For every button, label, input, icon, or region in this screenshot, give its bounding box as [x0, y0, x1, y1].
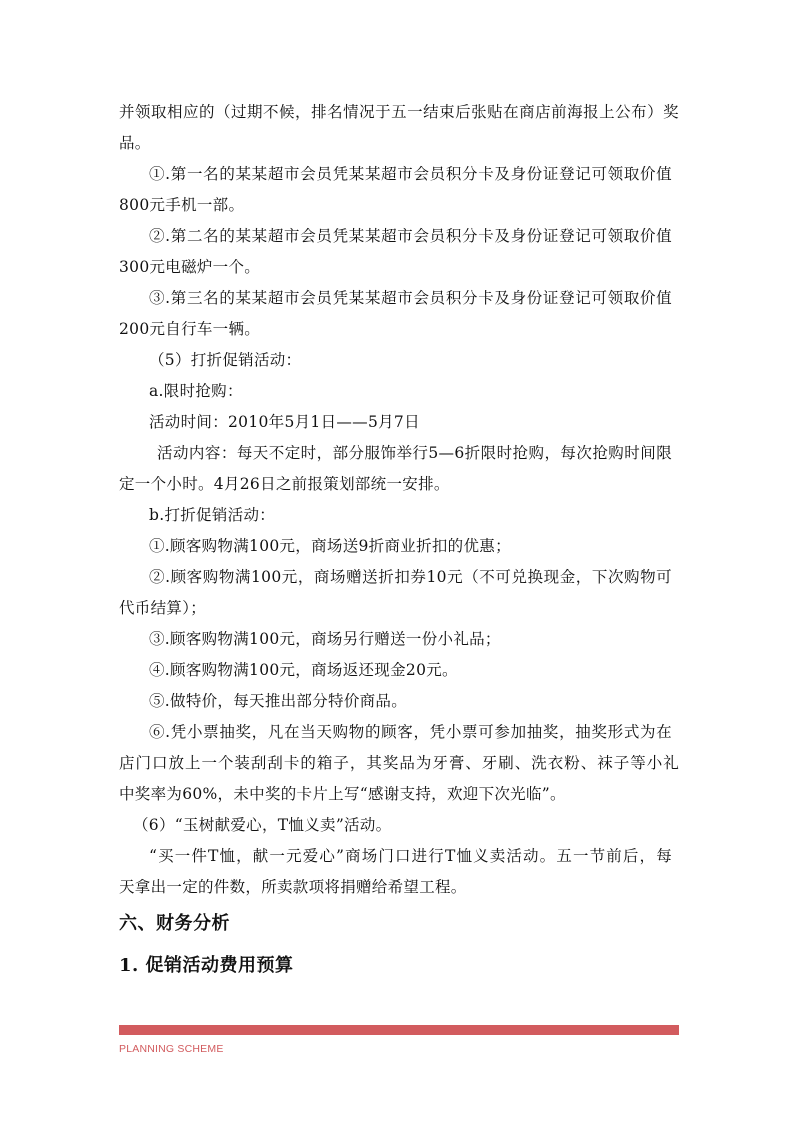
discount-item-3: ③.顾客购物满100元，商场另行赠送一份小礼品； [149, 630, 501, 648]
paragraph-line: 天拿出一定的件数，所卖款项将捐赠给希望工程。 [119, 878, 467, 896]
paragraph-line: 300元电磁炉一个。 [119, 258, 261, 276]
discount-item-1: ①.顾客购物满100元，商场送9折商业折扣的优惠； [149, 537, 511, 555]
paragraph-line: 品。 [119, 134, 151, 152]
charity-content: “买一件T恤，献一元爱心”商场门口进行T恤义卖活动。五一节前后，每 [149, 847, 672, 865]
paragraph-line: 并领取相应的（过期不候，排名情况于五一结束后张贴在商店前海报上公布）奖 [119, 103, 679, 121]
discount-item-2: ②.顾客购物满100元，商场赠送折扣券10元（不可兑换现金，下次购物可 [149, 568, 672, 586]
discount-item-6: ⑥.凭小票抽奖，凡在当天购物的顾客，凭小票可参加抽奖，抽奖形式为在 [149, 723, 672, 741]
subsection-heading: 1. 促销活动费用预算 [119, 955, 294, 976]
paragraph-line: 中奖率为60%，未中奖的卡片上写“感谢支持，欢迎下次光临”。 [119, 785, 566, 803]
prize-item-1: ①.第一名的某某超市会员凭某某超市会员积分卡及身份证登记可领取价值 [149, 165, 672, 183]
subsection-title: （6）“玉树献爱心，T恤义卖”活动。 [133, 816, 392, 834]
section-heading: 六、财务分析 [119, 913, 230, 934]
subsection-title: （5）打折促销活动： [149, 351, 302, 369]
footer-label: PLANNING SCHEME [119, 1043, 224, 1055]
paragraph-line: 200元自行车一辆。 [119, 320, 261, 338]
paragraph-line: 定一个小时。4月26日之前报策划部统一安排。 [119, 475, 450, 493]
prize-item-3: ③.第三名的某某超市会员凭某某超市会员积分卡及身份证登记可领取价值 [149, 289, 672, 307]
paragraph-line: 800元手机一部。 [119, 196, 245, 214]
discount-item-4: ④.顾客购物满100元，商场返还现金20元。 [149, 661, 458, 679]
activity-content: 活动内容：每天不定时，部分服饰举行5—6折限时抢购，每次抢购时间限 [157, 444, 672, 462]
subsection-title: b.打折促销活动： [149, 506, 276, 524]
footer-divider [119, 1025, 679, 1035]
prize-item-2: ②.第二名的某某超市会员凭某某超市会员积分卡及身份证登记可领取价值 [149, 227, 672, 245]
activity-time: 活动时间：2010年5月1日——5月7日 [149, 413, 420, 431]
subsection-title: a.限时抢购： [149, 382, 243, 400]
paragraph-line: 代币结算）； [119, 599, 207, 617]
discount-item-5: ⑤.做特价，每天推出部分特价商品。 [149, 692, 408, 710]
paragraph-line: 店门口放上一个装刮刮卡的箱子，其奖品为牙膏、牙刷、洗衣粉、袜子等小礼 [119, 754, 679, 772]
